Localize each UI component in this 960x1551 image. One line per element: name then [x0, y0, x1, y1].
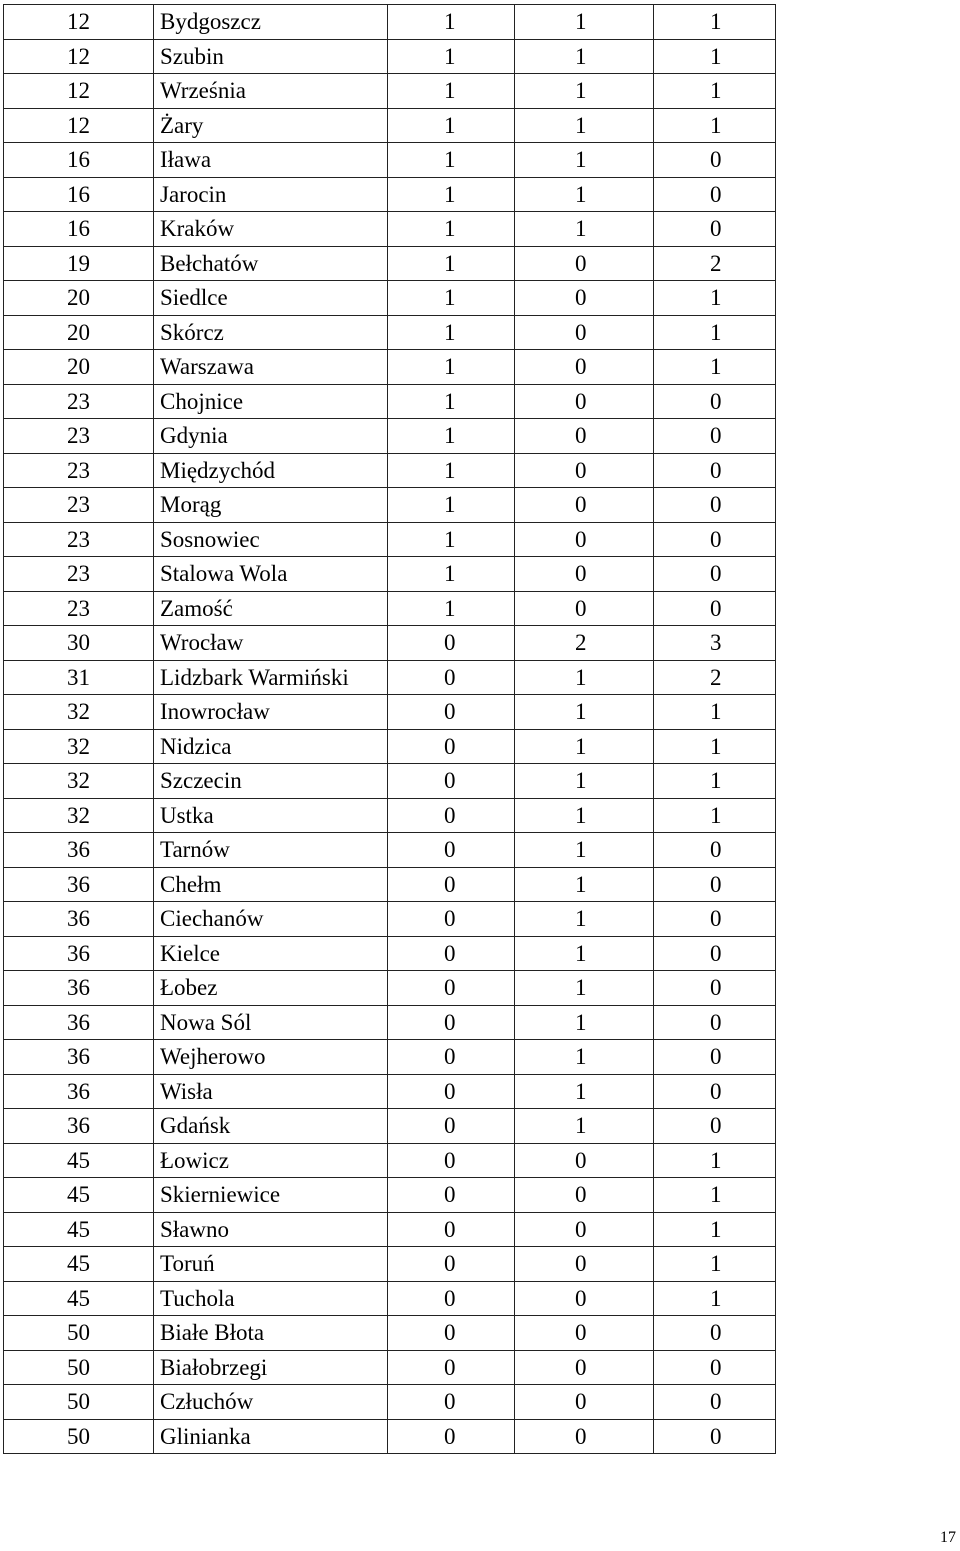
rank-cell: 23 [4, 453, 154, 488]
col-3-cell: 0 [388, 936, 515, 971]
table-row [4, 74, 776, 109]
city-cell: Chojnice [154, 384, 388, 419]
col-4-cell: 0 [515, 281, 654, 316]
col-5-cell: 1 [654, 695, 776, 730]
col-4-cell: 0 [515, 557, 654, 592]
col-5-cell: 0 [654, 1040, 776, 1075]
col-3-cell: 1 [388, 143, 515, 178]
col-3-cell: 0 [388, 1040, 515, 1075]
city-cell: Białe Błota [154, 1316, 388, 1351]
table-row [4, 522, 776, 557]
city-cell: Wejherowo [154, 1040, 388, 1075]
rank-cell: 23 [4, 591, 154, 626]
city-cell: Siedlce [154, 281, 388, 316]
col-5-cell: 0 [654, 453, 776, 488]
col-4-cell: 1 [515, 74, 654, 109]
table-row [4, 384, 776, 419]
col-4-cell: 0 [515, 384, 654, 419]
col-5-cell: 2 [654, 246, 776, 281]
col-4-cell: 1 [515, 660, 654, 695]
col-3-cell: 0 [388, 867, 515, 902]
col-3-cell: 0 [388, 1281, 515, 1316]
table-row [4, 660, 776, 695]
col-4-cell: 1 [515, 833, 654, 868]
rank-cell: 23 [4, 522, 154, 557]
col-4-cell: 0 [515, 1350, 654, 1385]
table-row [4, 1143, 776, 1178]
table-row [4, 1005, 776, 1040]
col-3-cell: 0 [388, 1005, 515, 1040]
rank-cell: 45 [4, 1178, 154, 1213]
city-cell: Toruń [154, 1247, 388, 1282]
col-4-cell: 1 [515, 695, 654, 730]
rank-cell: 50 [4, 1419, 154, 1454]
col-3-cell: 0 [388, 1419, 515, 1454]
col-5-cell: 0 [654, 902, 776, 937]
col-4-cell: 0 [515, 1178, 654, 1213]
col-5-cell: 3 [654, 626, 776, 661]
table-row [4, 833, 776, 868]
col-5-cell: 0 [654, 1074, 776, 1109]
col-4-cell: 0 [515, 591, 654, 626]
col-5-cell: 1 [654, 1281, 776, 1316]
col-3-cell: 1 [388, 5, 515, 40]
rank-cell: 23 [4, 419, 154, 454]
city-cell: Szubin [154, 39, 388, 74]
table-row [4, 1074, 776, 1109]
rank-cell: 12 [4, 74, 154, 109]
city-cell: Iława [154, 143, 388, 178]
table-row [4, 971, 776, 1006]
col-3-cell: 1 [388, 453, 515, 488]
col-4-cell: 1 [515, 867, 654, 902]
col-3-cell: 1 [388, 315, 515, 350]
table-row [4, 5, 776, 40]
col-4-cell: 0 [515, 350, 654, 385]
col-5-cell: 0 [654, 591, 776, 626]
city-cell: Łowicz [154, 1143, 388, 1178]
col-3-cell: 0 [388, 971, 515, 1006]
table-row [4, 1281, 776, 1316]
col-5-cell: 1 [654, 39, 776, 74]
col-5-cell: 1 [654, 315, 776, 350]
rank-cell: 32 [4, 695, 154, 730]
col-3-cell: 0 [388, 833, 515, 868]
col-3-cell: 1 [388, 39, 515, 74]
col-3-cell: 1 [388, 557, 515, 592]
col-4-cell: 1 [515, 108, 654, 143]
rank-cell: 20 [4, 315, 154, 350]
col-3-cell: 0 [388, 764, 515, 799]
col-4-cell: 0 [515, 1281, 654, 1316]
col-5-cell: 0 [654, 1385, 776, 1420]
rank-cell: 12 [4, 39, 154, 74]
col-5-cell: 0 [654, 1109, 776, 1144]
city-cell: Chełm [154, 867, 388, 902]
col-4-cell: 1 [515, 39, 654, 74]
col-4-cell: 1 [515, 177, 654, 212]
city-cell: Tuchola [154, 1281, 388, 1316]
table-row [4, 1350, 776, 1385]
col-4-cell: 0 [515, 419, 654, 454]
col-5-cell: 0 [654, 867, 776, 902]
table-row [4, 281, 776, 316]
col-3-cell: 0 [388, 729, 515, 764]
col-4-cell: 1 [515, 212, 654, 247]
col-3-cell: 0 [388, 626, 515, 661]
col-3-cell: 0 [388, 695, 515, 730]
col-3-cell: 0 [388, 1247, 515, 1282]
col-5-cell: 1 [654, 108, 776, 143]
col-3-cell: 1 [388, 384, 515, 419]
table-row [4, 453, 776, 488]
col-4-cell: 1 [515, 1005, 654, 1040]
table-row [4, 798, 776, 833]
rank-cell: 36 [4, 971, 154, 1006]
rank-cell: 19 [4, 246, 154, 281]
city-cell: Bydgoszcz [154, 5, 388, 40]
col-5-cell: 0 [654, 212, 776, 247]
col-5-cell: 2 [654, 660, 776, 695]
table-row [4, 39, 776, 74]
col-5-cell: 0 [654, 1350, 776, 1385]
city-cell: Wisła [154, 1074, 388, 1109]
col-5-cell: 1 [654, 5, 776, 40]
rank-cell: 36 [4, 833, 154, 868]
table-row [4, 1040, 776, 1075]
rank-cell: 36 [4, 1005, 154, 1040]
page-number: 17 [940, 1529, 956, 1546]
table-row [4, 695, 776, 730]
col-3-cell: 0 [388, 1316, 515, 1351]
col-4-cell: 0 [515, 1247, 654, 1282]
city-cell: Gdynia [154, 419, 388, 454]
table-row [4, 1178, 776, 1213]
rank-cell: 36 [4, 867, 154, 902]
col-4-cell: 0 [515, 1316, 654, 1351]
rank-cell: 12 [4, 5, 154, 40]
col-3-cell: 1 [388, 177, 515, 212]
city-cell: Bełchatów [154, 246, 388, 281]
col-5-cell: 0 [654, 488, 776, 523]
city-cell: Skórcz [154, 315, 388, 350]
table-row [4, 936, 776, 971]
col-3-cell: 0 [388, 798, 515, 833]
table-row [4, 1419, 776, 1454]
table-row [4, 143, 776, 178]
table-row [4, 1212, 776, 1247]
rank-cell: 45 [4, 1281, 154, 1316]
table-row [4, 1316, 776, 1351]
table-row [4, 1385, 776, 1420]
col-5-cell: 0 [654, 1005, 776, 1040]
table-row [4, 350, 776, 385]
col-4-cell: 0 [515, 246, 654, 281]
city-cell: Nidzica [154, 729, 388, 764]
city-cell: Ciechanów [154, 902, 388, 937]
rank-cell: 30 [4, 626, 154, 661]
city-cell: Tarnów [154, 833, 388, 868]
col-3-cell: 1 [388, 212, 515, 247]
rank-cell: 45 [4, 1143, 154, 1178]
col-4-cell: 1 [515, 936, 654, 971]
rank-cell: 20 [4, 281, 154, 316]
col-4-cell: 1 [515, 798, 654, 833]
col-5-cell: 0 [654, 971, 776, 1006]
col-3-cell: 1 [388, 281, 515, 316]
col-3-cell: 0 [388, 1178, 515, 1213]
col-4-cell: 1 [515, 1040, 654, 1075]
col-3-cell: 1 [388, 591, 515, 626]
table-row [4, 212, 776, 247]
col-5-cell: 0 [654, 384, 776, 419]
rank-cell: 36 [4, 1040, 154, 1075]
ranking-table [3, 4, 776, 1454]
col-4-cell: 2 [515, 626, 654, 661]
col-5-cell: 0 [654, 177, 776, 212]
city-cell: Białobrzegi [154, 1350, 388, 1385]
table-row [4, 902, 776, 937]
col-5-cell: 0 [654, 143, 776, 178]
col-5-cell: 0 [654, 419, 776, 454]
col-4-cell: 0 [515, 488, 654, 523]
table-row [4, 764, 776, 799]
rank-cell: 45 [4, 1247, 154, 1282]
col-5-cell: 0 [654, 1316, 776, 1351]
col-4-cell: 0 [515, 315, 654, 350]
table-row [4, 867, 776, 902]
col-4-cell: 0 [515, 522, 654, 557]
rank-cell: 50 [4, 1316, 154, 1351]
city-cell: Kielce [154, 936, 388, 971]
rank-cell: 23 [4, 557, 154, 592]
city-cell: Ustka [154, 798, 388, 833]
col-3-cell: 0 [388, 1212, 515, 1247]
col-4-cell: 0 [515, 1385, 654, 1420]
col-3-cell: 1 [388, 488, 515, 523]
col-3-cell: 1 [388, 419, 515, 454]
city-cell: Września [154, 74, 388, 109]
rank-cell: 36 [4, 1074, 154, 1109]
city-cell: Szczecin [154, 764, 388, 799]
col-3-cell: 0 [388, 1385, 515, 1420]
col-5-cell: 1 [654, 1212, 776, 1247]
col-4-cell: 1 [515, 729, 654, 764]
table-row [4, 246, 776, 281]
col-5-cell: 1 [654, 74, 776, 109]
col-4-cell: 1 [515, 902, 654, 937]
rank-cell: 16 [4, 177, 154, 212]
col-5-cell: 1 [654, 281, 776, 316]
city-cell: Łobez [154, 971, 388, 1006]
city-cell: Sławno [154, 1212, 388, 1247]
col-4-cell: 1 [515, 143, 654, 178]
city-cell: Nowa Sól [154, 1005, 388, 1040]
col-3-cell: 0 [388, 1350, 515, 1385]
table-row [4, 1109, 776, 1144]
table-row [4, 591, 776, 626]
city-cell: Warszawa [154, 350, 388, 385]
col-3-cell: 0 [388, 1109, 515, 1144]
rank-cell: 32 [4, 798, 154, 833]
city-cell: Sosnowiec [154, 522, 388, 557]
ranking-table-body [4, 5, 776, 1454]
col-3-cell: 1 [388, 246, 515, 281]
rank-cell: 31 [4, 660, 154, 695]
col-3-cell: 1 [388, 74, 515, 109]
table-row [4, 177, 776, 212]
table-row [4, 557, 776, 592]
table-row [4, 1247, 776, 1282]
city-cell: Skierniewice [154, 1178, 388, 1213]
col-3-cell: 1 [388, 108, 515, 143]
col-5-cell: 1 [654, 729, 776, 764]
rank-cell: 32 [4, 764, 154, 799]
city-cell: Gdańsk [154, 1109, 388, 1144]
col-5-cell: 1 [654, 798, 776, 833]
col-5-cell: 0 [654, 557, 776, 592]
city-cell: Wrocław [154, 626, 388, 661]
rank-cell: 16 [4, 212, 154, 247]
col-4-cell: 0 [515, 1419, 654, 1454]
col-4-cell: 0 [515, 453, 654, 488]
city-cell: Inowrocław [154, 695, 388, 730]
col-5-cell: 0 [654, 1419, 776, 1454]
rank-cell: 50 [4, 1350, 154, 1385]
rank-cell: 23 [4, 384, 154, 419]
rank-cell: 32 [4, 729, 154, 764]
rank-cell: 12 [4, 108, 154, 143]
rank-cell: 20 [4, 350, 154, 385]
col-5-cell: 1 [654, 764, 776, 799]
col-3-cell: 0 [388, 1074, 515, 1109]
col-5-cell: 0 [654, 833, 776, 868]
table-row [4, 315, 776, 350]
city-cell: Międzychód [154, 453, 388, 488]
col-4-cell: 1 [515, 5, 654, 40]
city-cell: Stalowa Wola [154, 557, 388, 592]
table-row [4, 729, 776, 764]
rank-cell: 23 [4, 488, 154, 523]
col-4-cell: 1 [515, 1074, 654, 1109]
col-3-cell: 1 [388, 522, 515, 557]
city-cell: Lidzbark Warmiński [154, 660, 388, 695]
col-5-cell: 1 [654, 350, 776, 385]
rank-cell: 50 [4, 1385, 154, 1420]
city-cell: Kraków [154, 212, 388, 247]
col-5-cell: 1 [654, 1178, 776, 1213]
col-5-cell: 1 [654, 1247, 776, 1282]
col-3-cell: 0 [388, 660, 515, 695]
rank-cell: 16 [4, 143, 154, 178]
col-4-cell: 1 [515, 971, 654, 1006]
col-3-cell: 0 [388, 902, 515, 937]
city-cell: Żary [154, 108, 388, 143]
col-4-cell: 1 [515, 764, 654, 799]
table-row [4, 108, 776, 143]
table-row [4, 626, 776, 661]
col-4-cell: 0 [515, 1212, 654, 1247]
city-cell: Człuchów [154, 1385, 388, 1420]
col-4-cell: 1 [515, 1109, 654, 1144]
col-5-cell: 0 [654, 522, 776, 557]
table-row [4, 488, 776, 523]
city-cell: Morąg [154, 488, 388, 523]
rank-cell: 36 [4, 1109, 154, 1144]
rank-cell: 36 [4, 902, 154, 937]
city-cell: Zamość [154, 591, 388, 626]
col-3-cell: 1 [388, 350, 515, 385]
rank-cell: 36 [4, 936, 154, 971]
col-4-cell: 0 [515, 1143, 654, 1178]
col-5-cell: 1 [654, 1143, 776, 1178]
col-3-cell: 0 [388, 1143, 515, 1178]
city-cell: Glinianka [154, 1419, 388, 1454]
table-row [4, 419, 776, 454]
rank-cell: 45 [4, 1212, 154, 1247]
city-cell: Jarocin [154, 177, 388, 212]
col-5-cell: 0 [654, 936, 776, 971]
